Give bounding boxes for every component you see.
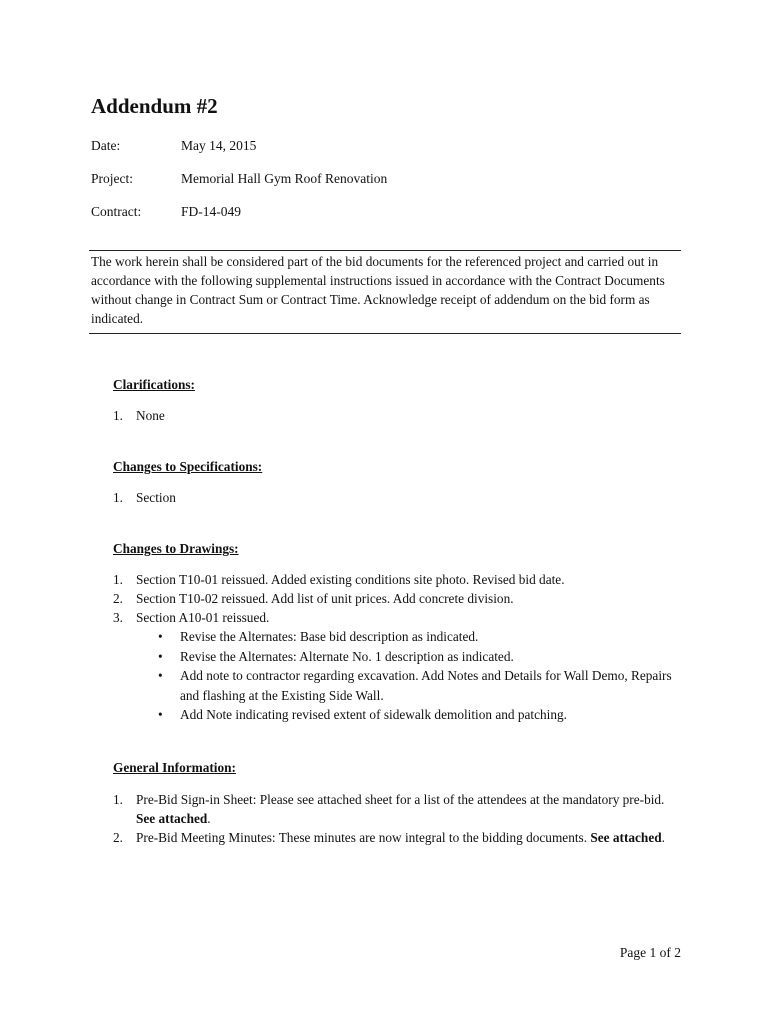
item-text: Section A10-01 reissued.	[136, 610, 270, 625]
bullet-icon: •	[158, 707, 163, 722]
item-number: 1.	[113, 792, 123, 807]
list-item	[113, 570, 683, 589]
item-text: Section	[136, 490, 176, 505]
project-row	[91, 170, 387, 188]
list-item	[113, 488, 683, 507]
item-text: Section T10-01 reissued. Added existing conditions site photo. Revised bid date.	[136, 572, 565, 587]
clarifications-section	[113, 376, 683, 425]
bullet-icon: •	[158, 629, 163, 644]
specifications-heading: Changes to Specifications:	[113, 459, 263, 474]
list-item	[113, 790, 683, 828]
project-value: Memorial Hall Gym Roof Renovation	[181, 171, 388, 186]
clarifications-list	[113, 406, 683, 425]
page-number: Page 1 of 2	[619, 945, 681, 960]
contract-value: FD-14-049	[181, 204, 241, 219]
item-number: 2.	[113, 591, 123, 606]
drawings-section	[113, 540, 683, 725]
bullet-icon: •	[158, 668, 163, 683]
item-number: 1.	[113, 408, 123, 423]
notice-paragraph: The work herein shall be considered part of the bid documents for the referenced project and carried out in accordance with the following supplemental instructions issued in accordance with the Contract Documents without change in Contract Sum or Contract Time. Acknowledge receipt of addendum on the bid form as indicated.	[89, 250, 681, 334]
see-attached-text: See attached	[590, 830, 662, 845]
contract-row	[91, 203, 241, 221]
drawings-list	[113, 570, 683, 627]
item-tail: .	[661, 830, 665, 845]
drawings-heading: Changes to Drawings:	[113, 541, 239, 556]
list-item	[113, 828, 683, 847]
document-title: Addendum #2	[91, 94, 218, 118]
item-number: 2.	[113, 830, 123, 845]
list-item	[113, 608, 683, 627]
specifications-list	[113, 488, 683, 507]
date-label: Date:	[91, 138, 121, 153]
item-text: Pre-Bid Meeting Minutes: These minutes are now integral to the bidding documents.	[136, 830, 591, 845]
bullet-text: Revise the Alternates: Base bid description as indicated.	[180, 629, 479, 644]
list-item	[113, 406, 683, 425]
general-section	[113, 759, 683, 847]
specifications-section	[113, 458, 683, 507]
item-number: 1.	[113, 490, 123, 505]
date-value: May 14, 2015	[181, 138, 257, 153]
item-text: None	[136, 408, 165, 423]
item-number: 1.	[113, 572, 123, 587]
project-label: Project:	[91, 171, 133, 186]
item-number: 3.	[113, 610, 123, 625]
bullet-item	[158, 666, 683, 705]
bullet-icon: •	[158, 648, 163, 664]
bullet-text: Add Note indicating revised extent of sidewalk demolition and patching.	[180, 707, 567, 722]
bullet-item	[158, 705, 683, 725]
date-row	[91, 137, 256, 155]
contract-label: Contract:	[91, 204, 142, 219]
bullet-item	[158, 627, 683, 647]
bullet-text: Add note to contractor regarding excavation. Add Notes and Details for Wall Demo, Repairs and flashing at the Existing Side Wall.	[180, 668, 672, 703]
bullet-item	[158, 647, 683, 667]
item-text: Pre-Bid Sign-in Sheet: Please see attached sheet for a list of the attendees at the mandatory pre-bid.	[136, 792, 665, 807]
list-item	[113, 589, 683, 608]
item-tail: .	[207, 811, 211, 826]
item-text: Section T10-02 reissued. Add list of unit prices. Add concrete division.	[136, 591, 514, 606]
general-heading: General Information:	[113, 760, 236, 775]
drawings-bullet-list	[113, 627, 683, 725]
see-attached-text: See attached	[136, 811, 208, 826]
general-list	[113, 790, 683, 847]
bullet-text: Revise the Alternates: Alternate No. 1 description as indicated.	[180, 648, 514, 664]
clarifications-heading: Clarifications:	[113, 377, 195, 392]
